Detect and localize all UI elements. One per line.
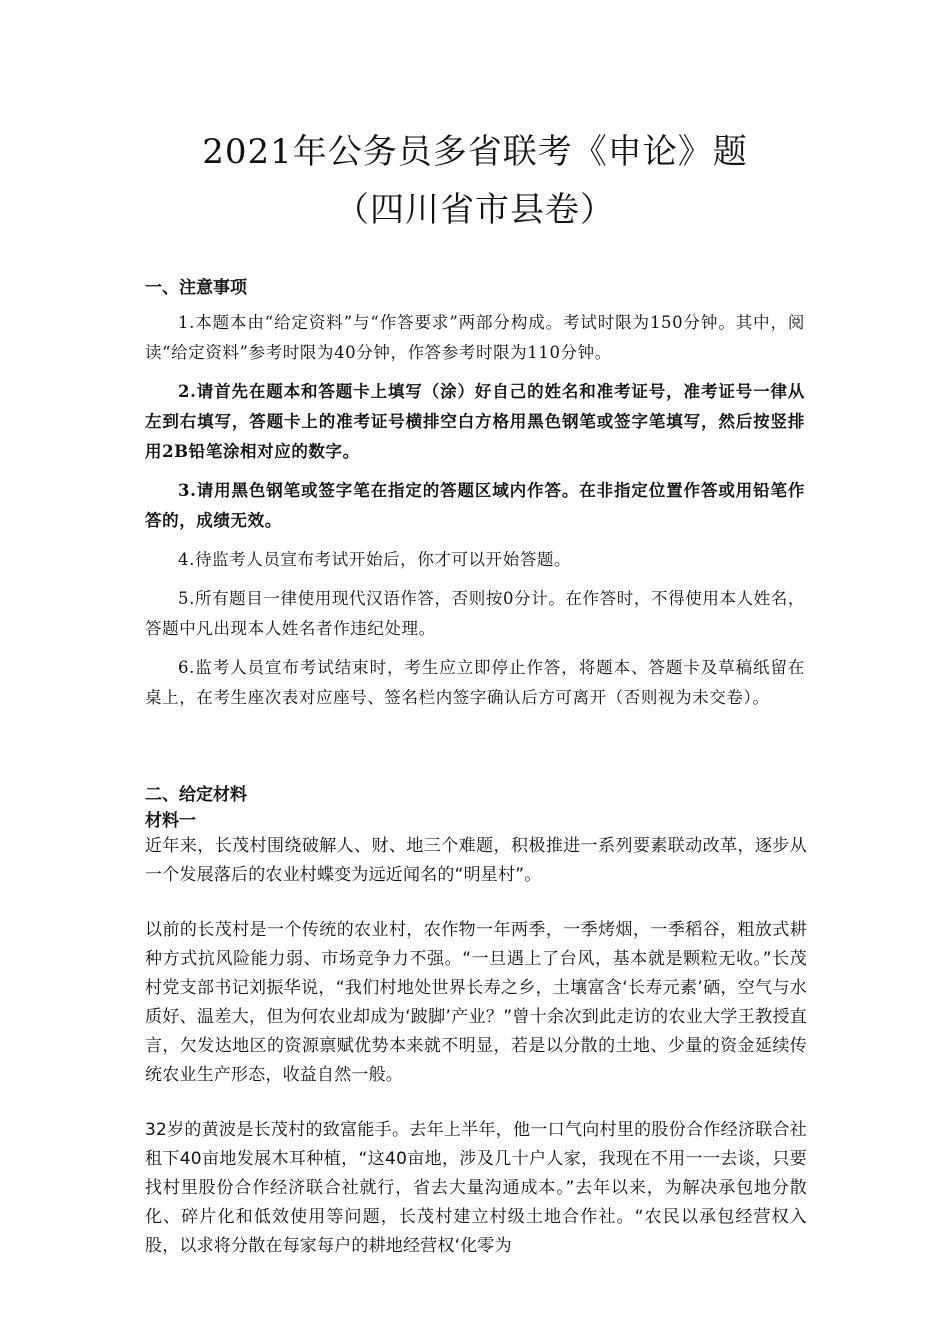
- material-1-body: [145, 832, 807, 1287]
- material-1-paragraph-2: 以前的长茂村是一个传统的农业村，农作物一年两季，一季烤烟，一季稻谷，粗放式耕种方式抗风险能力弱、市场竞争力不强。“一旦遇上了台风，基本就是颗粒无收。”长茂村党支部书记刘振华说，“我们村地处世界长寿之乡，土壤富含‘长寿元素’硒，空气与水质好、温差大，但为何农业却成为‘跛脚’产业？”曾十余次到此走访的农业大学王教授直言，欠发达地区的资源禀赋优势本来就不明显，若是以分散的土地、少量的资金延续传统农业生产形态，收益自然一般。: [145, 920, 807, 1085]
- notice-item-6: 6.监考人员宣布考试结束时，考生应立即停止作答，将题本、答题卡及草稿纸留在桌上，在考生座次表对应座号、签名栏内签字确认后方可离开（否则视为未交卷）。: [145, 658, 805, 707]
- material-1-paragraph-3: 32岁的黄波是长茂村的致富能手。去年上半年，他一口气向村里的股份合作经济联合社租下40亩地发展木耳种植，“这40亩地，涉及几十户人家，我现在不用一一去谈，只要找村里股份合作经济联合社就行，省去大量沟通成本。”去年以来，为解决承包地分散化、碎片化和低效使用等问题，长茂村建立村级土地合作社。“农民以承包经营权入股，以求将分散在每家每户的耕地经营权‘化零为: [145, 1120, 807, 1256]
- notice-item-3: 3.请用黑色钢笔或签字笔在指定的答题区域内作答。在非指定位置作答或用铅笔作答的，成绩无效。: [145, 481, 805, 530]
- notice-item-4: 4.待监考人员宣布考试开始后，你才可以开始答题。: [178, 550, 572, 569]
- notice-item-5: 5.所有题目一律使用现代汉语作答，否则按0分计。在作答时，不得使用本人姓名，答题中凡出现本人姓名者作违纪处理。: [145, 589, 805, 638]
- material-1-title: 材料一: [145, 811, 196, 831]
- notice-heading: 一、注意事项: [145, 278, 247, 298]
- notice-item-2: 2.请首先在题本和答题卡上填写（涂）好自己的姓名和准考证号，准考证号一律从左到右填写，答题卡上的准考证号横排空白方格用黑色钢笔或签字笔填写，然后按竖排用2B铅笔涂相对应的数字。: [145, 382, 805, 461]
- materials-heading: 二、给定材料: [145, 785, 247, 805]
- notice-item-1: 1.本题本由“给定资料”与“作答要求”两部分构成。考试时限为150分钟。其中，阅读“给定资料”参考时限为40分钟，作答参考时限为110分钟。: [145, 313, 805, 362]
- document-subtitle: （四川省市县卷）: [335, 190, 615, 230]
- notice-list: [145, 308, 805, 722]
- document-title: 2021年公务员多省联考《申论》题: [202, 132, 748, 172]
- material-1-paragraph-1: 近年来，长茂村围绕破解人、财、地三个难题，积极推进一系列要素联动改革，逐步从一个发展落后的农业村蝶变为远近闻名的“明星村”。: [145, 836, 807, 885]
